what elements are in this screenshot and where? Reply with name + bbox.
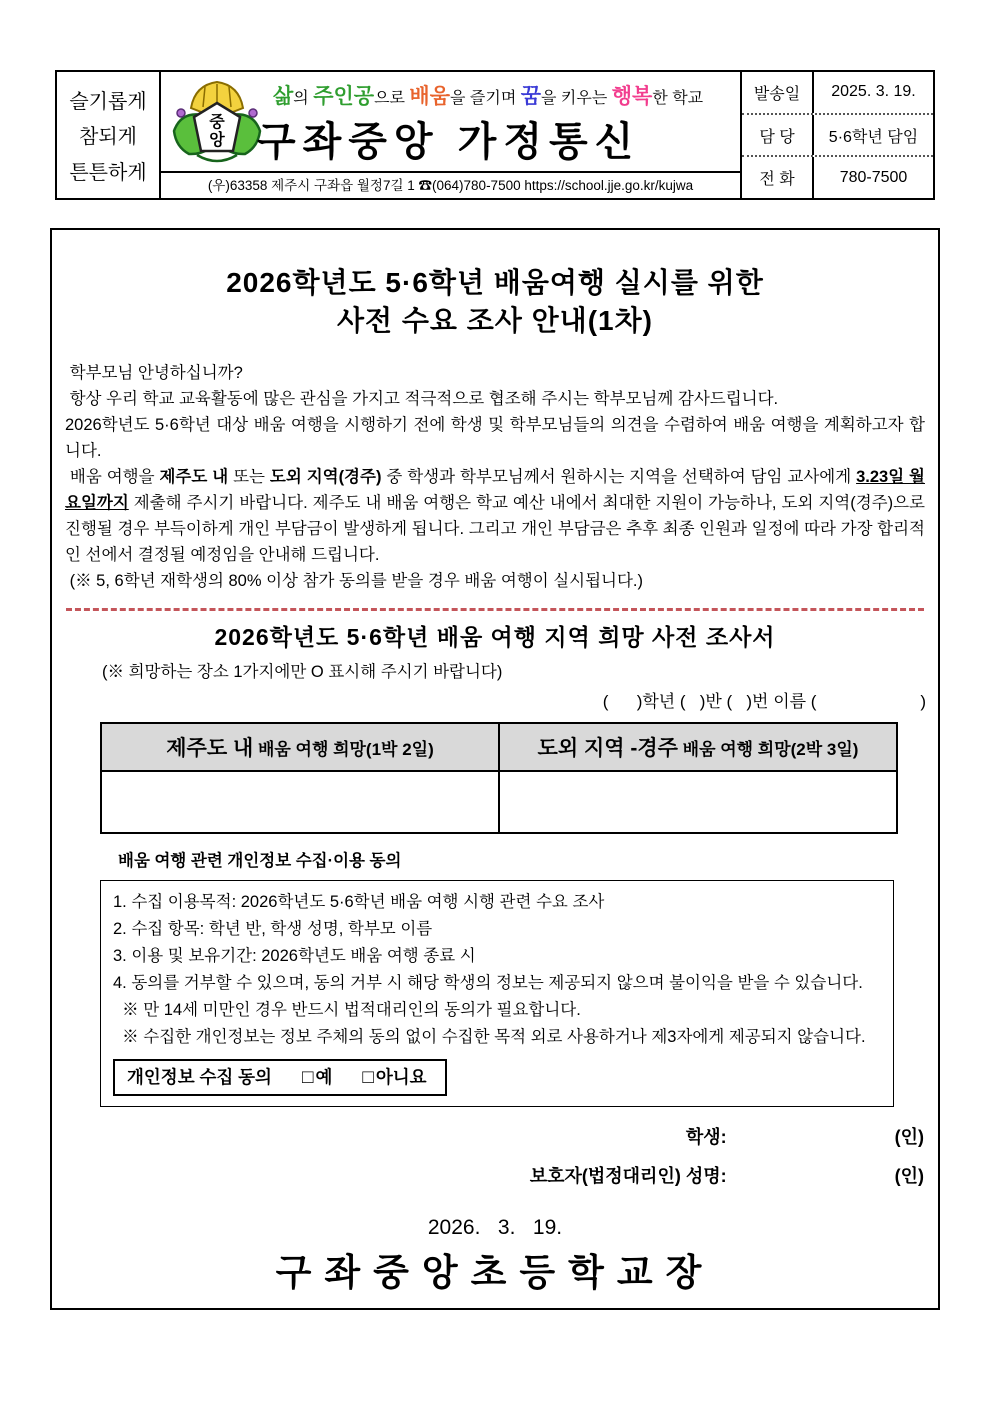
guardian-signature-row: [52, 1162, 924, 1191]
consent-option-no-label: 아니요: [375, 1067, 427, 1087]
newsletter-title: 구좌중앙 가정통신: [257, 120, 641, 164]
jeju-answer-cell[interactable]: [101, 771, 499, 833]
svg-text:앙: 앙: [209, 132, 225, 149]
cut-line-divider: [66, 608, 924, 611]
info-label: 전 화: [742, 157, 814, 198]
info-value: 5·6학년 담임: [828, 128, 919, 146]
choice-table-header-row: [101, 723, 897, 771]
document-date: 2026. 3. 19.: [427, 1216, 563, 1239]
consent-option-yes-label: 예: [315, 1067, 333, 1087]
info-row-phone: [742, 155, 933, 198]
consent-option-yes[interactable]: [302, 1064, 332, 1091]
principal-signature: 구좌중앙초등학교장: [275, 1252, 715, 1293]
seal-mark: (인): [894, 1127, 924, 1147]
checkbox-icon[interactable]: □: [301, 1067, 314, 1088]
notice-title: [52, 264, 938, 340]
student-signature-label: 학생:: [685, 1127, 727, 1147]
consent-note-thirdparty: ※ 수집한 개인정보는 정보 주체의 동의 없이 수집한 목적 외로 사용하거나 제3자에게 제공되지 않습니다.: [113, 1028, 866, 1046]
svg-text:중: 중: [209, 114, 225, 131]
consent-note-under14: ※ 만 14세 미만인 경우 반드시 법적대리인의 동의가 필요합니다.: [113, 1001, 581, 1019]
school-emblem-icon: [167, 75, 267, 175]
consent-box: [100, 880, 894, 1107]
header-main: [161, 72, 742, 198]
paragraph-plan: 2026학년도 5·6학년 대상 배움 여행을 시행하기 전에 학생 및 학부모님들의 의견을 수렴하여 배움 여행을 계획하고자 합니다.: [65, 416, 925, 460]
info-value: 2025. 3. 19.: [831, 83, 916, 101]
gyeongju-answer-cell[interactable]: [499, 771, 897, 833]
consent-choice-label: 개인정보 수집 동의: [127, 1067, 272, 1087]
header-info-table: [742, 72, 933, 198]
paragraph-greeting: 학부모님 안녕하십니까?: [65, 364, 243, 382]
consent-item-fields: 2. 수집 항목: 학년 반, 학생 성명, 학부모 이름: [113, 920, 433, 938]
notice-paragraphs: [65, 360, 930, 594]
paragraph-thanks: 항상 우리 학교 교육활동에 많은 관심을 가지고 적극적으로 협조해 주시는 학부모님께 감사드립니다.: [65, 390, 779, 408]
info-row-send-date: [742, 72, 933, 113]
motto-line: 참되게: [79, 124, 137, 149]
header-jeju-option: 제주도 내 배움 여행 희망(1박 2일): [101, 723, 499, 771]
consent-choice-box: [113, 1059, 447, 1096]
student-signature-row: [52, 1123, 924, 1152]
consent-option-no[interactable]: [362, 1064, 426, 1091]
seal-mark: (인): [894, 1166, 924, 1186]
school-motto: [57, 72, 161, 198]
paragraph-details: 배움 여행을 제주도 내 또는 도외 지역(경주) 중 학생과 학부모님께서 원하시는 지역을 선택하여 담임 교사에게 3.23일 월요일까지 제출해 주시기 바랍니다. 제주도 내 배움 여행은 학교 예산 내에서 최대한 지원이 가능하나, 도외 지역(경주)으로 진행될 경우 부득이하게 개인 부담금이 발생하게 됩니다. 그리고 개인 부담금은 추후 최종 인원과 일정에 따라 가장 합리적인 선에서 결정될 예정임을 안내해 드립니다.: [65, 468, 930, 564]
survey-instruction: (※ 희망하는 장소 1가지에만 O 표시해 주시기 바랍니다): [102, 663, 503, 681]
consent-item-refusal: 4. 동의를 거부할 수 있으며, 동의 거부 시 해당 학생의 정보는 제공되지 않으며 불이익을 받을 수 있습니다.: [113, 974, 863, 992]
notice-body: [50, 228, 940, 1310]
info-label: 발송일: [742, 72, 814, 113]
motto-line: 튼튼하게: [69, 159, 147, 184]
info-value: 780-7500: [839, 168, 908, 186]
survey-title: 2026학년도 5·6학년 배움 여행 지역 희망 사전 조사서: [214, 624, 776, 650]
consent-item-purpose: 1. 수집 이용목적: 2026학년도 5·6학년 배움 여행 시행 관련 수요 조사: [113, 893, 605, 911]
paragraph-note-80pct: (※ 5, 6학년 재학생의 80% 이상 참가 동의를 받을 경우 배움 여행이 실시됩니다.): [65, 572, 643, 590]
choice-table-answer-row: [101, 771, 897, 833]
school-slogan: 삶의 주인공으로 배움을 즐기며 꿈을 키우는 행복한 학교: [273, 85, 704, 108]
consent-item-retention: 3. 이용 및 보유기간: 2026학년도 배움 여행 종료 시: [113, 947, 476, 965]
checkbox-icon[interactable]: □: [362, 1067, 374, 1088]
motto-line: 슬기롭게: [69, 89, 147, 114]
destination-choice-table: [100, 722, 898, 834]
info-row-in-charge: [742, 113, 933, 156]
newsletter-header: [55, 70, 935, 200]
header-gyeongju-option: 도외 지역 -경주 배움 여행 희망(2박 3일): [499, 723, 897, 771]
guardian-signature-label: 보호자(법정대리인) 성명:: [529, 1166, 727, 1186]
notice-title-line2: 사전 수요 조사 안내(1차): [337, 305, 653, 336]
info-label: 담 당: [742, 115, 814, 156]
student-name-fill-line[interactable]: ( )학년 ( )반 ( )번 이름 ( ): [602, 692, 926, 711]
school-address: (우)63358 제주시 구좌읍 월정7길 1 ☎(064)780-7500 https://school.jje.go.kr/kujwa: [161, 171, 740, 198]
notice-title-line1: 2026학년도 5·6학년 배움여행 실시를 위한: [226, 267, 764, 298]
consent-heading: 배움 여행 관련 개인정보 수집·이용 동의: [118, 852, 402, 870]
